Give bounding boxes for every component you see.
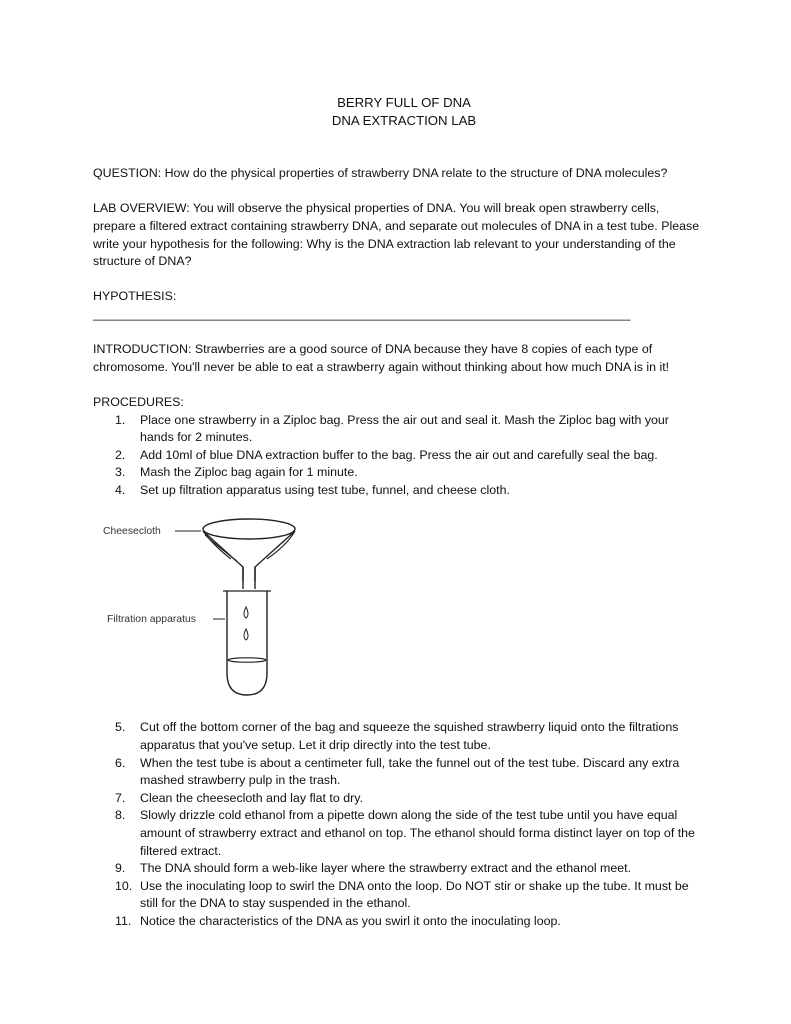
filtration-apparatus-figure [101, 515, 401, 705]
step-number: 11. [115, 914, 132, 928]
step-number: 9. [115, 861, 126, 876]
procedure-list-part-2 [93, 719, 703, 930]
step-text: The DNA should form a web-like layer where the strawberry extract and the ethanol meet. [140, 861, 632, 876]
procedure-step [93, 482, 703, 500]
procedure-step [93, 860, 703, 878]
step-text: Mash the Ziploc bag again for 1 minute. [140, 465, 358, 480]
step-text: Use the inoculating loop to swirl the DNA onto the loop. Do NOT stir or shake up the tube. It must be still for the DNA to stay suspended in the ethanol. [140, 878, 689, 911]
procedure-step [93, 878, 703, 913]
procedure-step [93, 412, 703, 447]
procedure-list-part-1 [93, 412, 703, 500]
step-text: Cut off the bottom corner of the bag and squeeze the squished strawberry liquid onto the filtrations apparatus that you've setup. Let it drip directly into the test tube. [140, 720, 679, 753]
filtration-apparatus-drawing [101, 515, 401, 705]
procedure-step [93, 807, 703, 860]
procedure-step [93, 755, 703, 790]
step-number: 3. [115, 465, 126, 480]
step-text: Slowly drizzle cold ethanol from a pipette down along the side of the test tube until you have equal amount of strawberry extract and ethanol on top. The ethanol should forma distinct layer on top of the filtered extract. [140, 808, 695, 858]
document-page [93, 94, 703, 931]
step-text: Place one strawberry in a Ziploc bag. Press the air out and seal it. Mash the Ziploc bag with your hands for 2 minutes. [140, 412, 669, 445]
step-number: 2. [115, 447, 126, 462]
step-number: 8. [115, 808, 126, 823]
step-number: 6. [115, 755, 126, 770]
procedure-step [93, 447, 703, 465]
procedure-step [93, 464, 703, 482]
overview-paragraph: LAB OVERVIEW: You will observe the physical properties of DNA. You will break open strawberry cells, prepare a filtered extract containing strawberry DNA, and separate out molecules of DNA in a test tube. Please write your hypothesis for the following: Why is the DNA extraction lab relevant to your understanding of the structure of DNA? [93, 201, 700, 269]
step-number: 1. [115, 412, 126, 427]
question-paragraph: QUESTION: How do the physical properties of strawberry DNA relate to the structure of DNA molecules? [93, 166, 668, 181]
hypothesis-line: HYPOTHESIS: ______________________________________________________________________________ [93, 289, 631, 321]
filtration-apparatus-label: Filtration apparatus [107, 614, 196, 626]
step-number: 5. [115, 720, 126, 735]
procedures-heading: PROCEDURES: [93, 394, 184, 409]
step-text: When the test tube is about a centimeter full, take the funnel out of the test tube. Discard any extra mashed strawberry pulp in the trash. [140, 755, 680, 788]
step-number: 7. [115, 790, 126, 805]
cheesecloth-label: Cheesecloth [103, 526, 161, 538]
procedure-step [93, 719, 703, 754]
title-line-2: DNA EXTRACTION LAB [331, 113, 477, 128]
introduction-paragraph: INTRODUCTION: Strawberries are a good source of DNA because they have 8 copies of each type of chromosome. You'll never be able to eat a strawberry again without thinking about how much DNA is in it! [93, 342, 670, 374]
procedure-step [93, 790, 703, 808]
procedure-step [93, 913, 703, 931]
step-text: Add 10ml of blue DNA extraction buffer to the bag. Press the air out and carefully seal the bag. [140, 447, 658, 462]
step-number: 10. [115, 878, 133, 893]
step-text: Set up filtration apparatus using test tube, funnel, and cheese cloth. [140, 482, 510, 497]
step-text: Notice the characteristics of the DNA as you swirl it onto the inoculating loop. [140, 914, 561, 928]
step-number: 4. [115, 482, 126, 497]
step-text: Clean the cheesecloth and lay flat to dry. [140, 790, 363, 805]
title-line-1: BERRY FULL OF DNA [337, 95, 471, 110]
